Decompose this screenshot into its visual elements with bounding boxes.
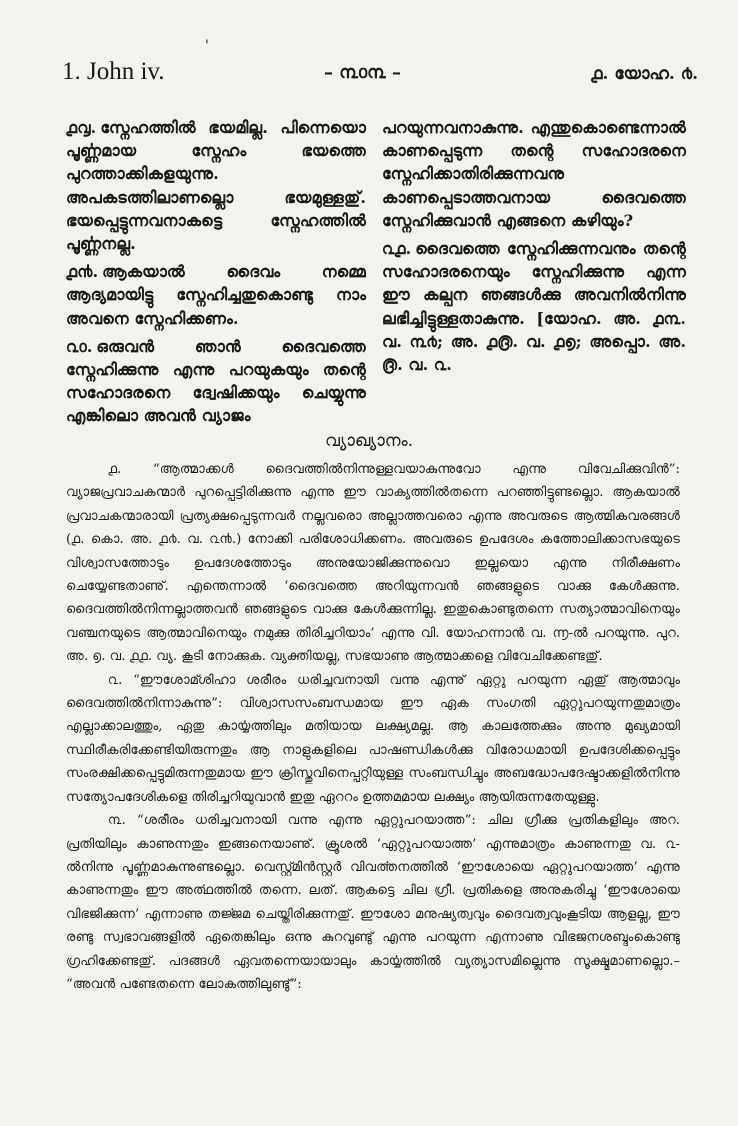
verse	[382, 237, 686, 376]
verse	[66, 260, 366, 330]
page-header	[62, 58, 698, 92]
stray-mark: '	[205, 38, 209, 54]
verse-text: ദൈവത്തെ സ്നേഹിക്കുന്നവനും തന്റെ സഹോദരനെയും സ്നേഹിക്കുന്നു എന്ന ഈ കല്പന ഞങ്ങൾക്കു അവനിൽനിന്നു ലഭിച്ചിട്ടുള്ളതാകുന്നു. [യോഹ. അ. ൧൩. വ. ൩൪; അ. ൧൫. വ. ൧൭; അപ്പൊ. അ. ൫. വ. ൨.	[382, 239, 686, 375]
commentary-paragraph: ൩. “ശരീരം ധരിച്ചവനായി വന്നു എന്നു ഏറ്റുപറയാത്ത”: ചില ഗ്രീക്കു പ്രതികളിലും അറ. പ്രതിയിലും കാണുന്നതും ഇങ്ങനെയാണു്. ക്രൂശൽ ‘ഏറ്റുപറയാത്ത’ എന്നുമാത്രം കാണുന്നതു വ. ൨-ൽനിന്നു പൂൎണ്ണമാകുന്നുണ്ടല്ലൊ. വെസ്റ്റ്മിൻസ്റ്റർ വിവൎത്തനത്തിൽ ‘ഈശോയെ ഏറ്റുപറയാത്ത’ എന്നു കാണുന്നതും ഈ അൎത്ഥത്തിൽ തന്നെ. ലത്. ആകട്ടെ ചില ഗ്രീ. പ്രതികളെ അനുകരിച്ചു ‘ഈശോയെ വിഭജിക്കുന്ന’ എന്നാണു തൎജ്ജമ ചെയ്തിരിക്കുന്നതു്. ഈശോ മനുഷ്യത്വവും ദൈവത്വവുംകൂടിയ ആളല്ല, ഈ രണ്ടു സ്വഭാവങ്ങളിൽ ഏതെങ്കിലും ഒന്നു കുറവുണ്ടു് എന്നു പറയുന്ന എന്നാണു വിഭജനശബ്ദംകൊണ്ടു ഗ്രഹിക്കേണ്ടതു്. പദങ്ങൾ ഏവതന്നെയായാലും കാൎയ്യത്തിൽ വ്യത്യാസമില്ലെന്നു സൂക്ഷ്മമാണല്ലൊ.– “അവൻ പണ്ടേതന്നെ ലോകത്തിലുണ്ടു്”:	[66, 813, 680, 992]
verse-number: ൨൦.	[66, 336, 93, 356]
commentary-paragraph: ൨. “ഈശോമ്ശിഹാ ശരീരം ധരിച്ചവനായി വന്നു എന്നു് ഏറ്റു പറയുന്ന ഏതു് ആത്മാവും ദൈവത്തിൽനിന്നാകുന്നു”: വിശ്വാസസംബന്ധമായ ഈ ഏക സംഗതി ഏറ്റുപറയുന്നതുമാത്രം എല്ലാക്കാലത്തും, ഏതു കാൎയ്യത്തിലും മതിയായ ലക്ഷ്യമല്ല. ആ കാലത്തേക്കും അന്നു മുഖ്യമായി സ്ഥിരീകരിക്കേണ്ടിയിരുന്നതും ആ നാളുകളിലെ പാഷണ്ഡികൾക്കു വിരോധമായി ഉപദേശിക്കപ്പെട്ടും സംരക്ഷിക്കപ്പെട്ടുമിരുന്നതുമായ ഈ ക്രിസ്തുവിനെപ്പറ്റിയുള്ള സംബന്ധിച്ചും അബദ്ധോപദേഷ്ടാക്കളിൽനിന്നു സത്യോപദേശികളെ തിരിച്ചറിയുവാൻ ഇതു ഏററം ഉത്തമമായ ലക്ഷ്യം ആയിരുന്നതേയുള്ളു.	[66, 672, 680, 805]
page-number: – ൩൦൩ –	[324, 62, 401, 83]
verse-text: പറയുന്നവനാകുന്നു. എന്തുകൊണ്ടെന്നാൽ കാണപ്പെടുന്ന തന്റെ സഹോദരനെ സ്നേഹിക്കാതിരിക്കുന്നവനു കാണപ്പെടാത്തവനായ ദൈവത്തെ സ്നേഹിക്കുവാൻ എങ്ങനെ കഴിയും?	[382, 118, 686, 230]
header-book-reference-malayalam: ൧. യോഹ. ൪.	[590, 64, 698, 84]
commentary-title: വ്യാഖ്യാനം.	[324, 431, 413, 451]
verse-text: ഒരുവൻ ഞാൻ ദൈവത്തെ സ്നേഹിക്കുന്നു എന്നു പറയുകയും തന്റെ സഹോദരനെ ദ്വേഷിക്കയും ചെയ്യുന്നു എങ്കിലൊ അവൻ വ്യാജം	[66, 336, 366, 426]
verse-column-left	[66, 116, 366, 433]
verse-number: ൧൮.	[66, 118, 97, 137]
verse-column-right	[382, 116, 686, 381]
verse	[66, 116, 366, 255]
commentary-body	[66, 458, 680, 996]
header-book-reference: 1. John iv.	[62, 58, 165, 85]
verse-text: ആകയാൽ ദൈവം നമ്മെ ആദ്യമായിട്ടു സ്നേഹിച്ചതുകൊണ്ടു നാം അവനെ സ്നേഹിക്കണം.	[66, 262, 366, 328]
verse-number: ൧൯.	[66, 262, 99, 282]
verse-number: ൨൧.	[382, 239, 412, 259]
verse	[66, 335, 366, 428]
commentary-paragraph: ൧. “ആത്മാക്കൾ ദൈവത്തിൽനിന്നുള്ളവയാകുന്നുവോ എന്നു വിവേചിക്കുവിൻ”: വ്യാജപ്രവാചകന്മാർ പുറപ്പെട്ടിരിക്കുന്നു എന്നു ഈ വാക്യത്തിൽതന്നെ പറഞ്ഞിട്ടുണ്ടല്ലൊ. ആകയാൽ പ്രവാചകന്മാരായി പ്രത്യക്ഷപ്പെടുന്നവർ നല്ലവരൊ അല്ലാത്തവരൊ എന്നു അവരുടെ ആത്മികവരങ്ങൾ (൧. കൊ. അ. ൧൪. വ. ൨൯.) നോക്കി പരിശോധിക്കണം. അവരുടെ ഉപദേശം കത്തോലിക്കാസഭയുടെ വിശ്വാസത്തോടും ഉപദേശത്തോടും അനുയോജിക്കുന്നുവൊ ഇല്ലയൊ എന്നു നിരീക്ഷണം ചെയ്യേണ്ടതാണു്. എന്തെന്നാൽ ‘ദൈവത്തെ അറിയുന്നവൻ ഞങ്ങളുടെ വാക്കു കേൾക്കുന്നു. ദൈവത്തിൽനിന്നല്ലാത്തവൻ ഞങ്ങളുടെ വാക്കു കേൾക്കുന്നില്ല. ഇതുകൊണ്ടുതന്നെ സത്യാത്മാവിനെയും വഞ്ചനയുടെ ആത്മാവിനെയും നമുക്കു തിരിച്ചറിയാം’ എന്നു വി. യോഹന്നാൻ വ. ൬-ൽ പറയുന്നു. പുറ. അ. ൭. വ. ൧൧. വ്യ. കൂടി നോക്കുക. വ്യക്തിയല്ല, സഭയാണു ആത്മാക്കളെ വിവേചിക്കേണ്ടതു്.	[66, 462, 680, 665]
verse-text: സ്നേഹത്തിൽ ഭയമില്ല. പിന്നെയൊ പൂൎണ്ണമായ സ്നേഹം ഭയത്തെ പുറത്താക്കികളയുന്നു. അപകടത്തിലാണല്ലൊ ഭയമുള്ളതു്. ഭയപ്പെട്ടുന്നവനാകട്ടെ സ്നേഹത്തിൽ പൂൎണ്ണനല്ല.	[66, 118, 366, 254]
verse	[382, 116, 686, 232]
